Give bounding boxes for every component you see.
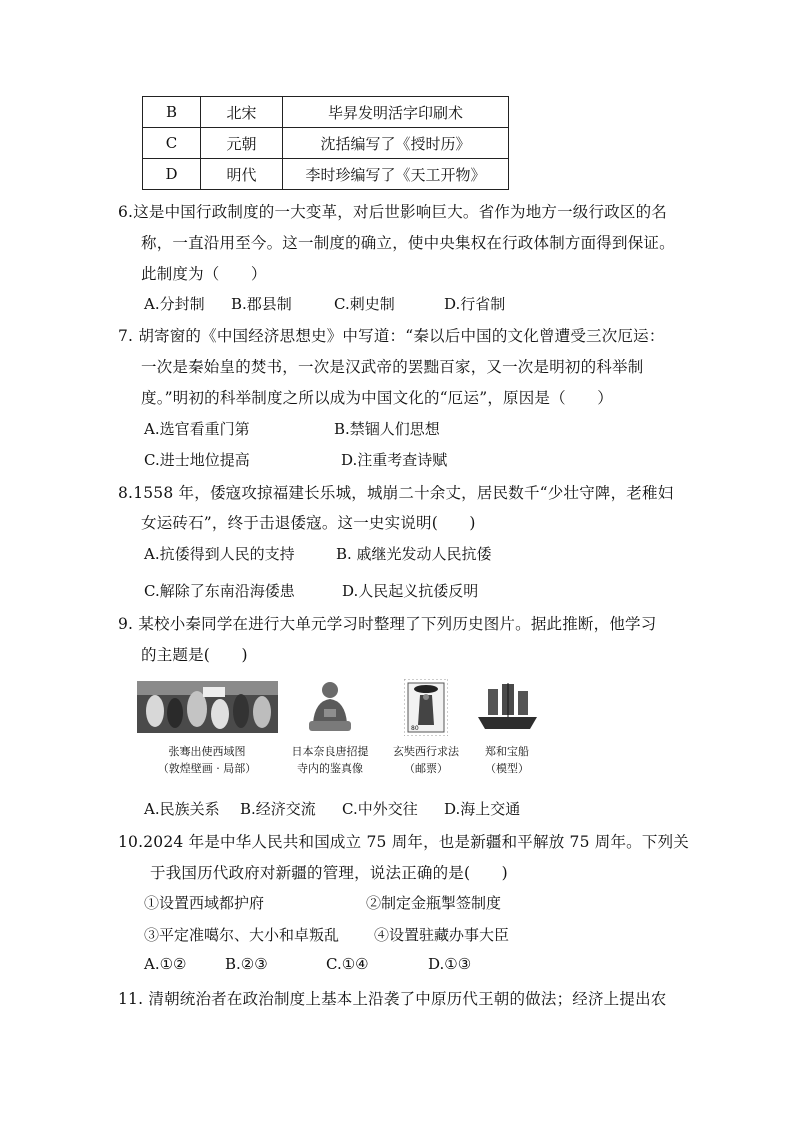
q10-option-a: A.①②: [144, 955, 187, 973]
jianzhen-statue-image: [305, 679, 355, 735]
q8-option-d: D.人民起义抗倭反明: [342, 582, 479, 600]
q10-line: 10.2024 年是中华人民共和国成立 75 周年，也是新疆和平解放 75 周年。下列关: [118, 833, 689, 851]
q9-option-a: A.民族关系: [144, 800, 220, 818]
table-row: [143, 97, 509, 128]
table-cell: B: [143, 97, 201, 128]
table-cell: 李时珍编写了《天工开物》: [283, 159, 509, 190]
zhang-qian-mural-image: [137, 681, 278, 733]
q10-item: ③平定准噶尔、大小和卓叛乱: [144, 926, 340, 944]
caption-line: 郑和宝船: [485, 745, 529, 758]
table-row: [143, 159, 509, 190]
table-cell: 沈括编写了《授时历》: [283, 128, 509, 159]
q11-line: 11. 清朝统治者在政治制度上基本上沿袭了中原历代王朝的做法；经济上提出农: [118, 990, 667, 1008]
q7-option-b: B.禁锢人们思想: [334, 420, 440, 438]
q10-line: 于我国历代政府对新疆的管理，说法正确的是( ): [150, 864, 508, 882]
caption-line: 日本奈良唐招提: [291, 745, 369, 758]
q9-option-d: D.海上交通: [444, 800, 521, 818]
q7-line: 度。”明初的科举制度之所以成为中国文化的“厄运”，原因是（ ）: [141, 389, 613, 407]
caption-line: 玄奘西行求法: [393, 745, 459, 758]
q7-line: 一次是秦始皇的焚书，一次是汉武帝的罢黜百家，又一次是明初的科举制: [141, 358, 644, 376]
q10-item: ④设置驻藏办事大臣: [374, 926, 510, 944]
stamp-value: 80: [411, 725, 419, 732]
q6-option-d: D.行省制: [444, 295, 506, 313]
caption-line: （敦煌壁画 · 局部）: [157, 762, 257, 775]
q8-line: 8.1558 年，倭寇攻掠福建长乐城，城崩二十余丈，居民数千“少壮守陴，老稚妇: [118, 484, 674, 502]
caption-line: （邮票）: [404, 762, 448, 775]
table-cell: D: [143, 159, 201, 190]
q10-option-d: D.①③: [428, 955, 472, 973]
q8-option-b: B. 戚继光发动人民抗倭: [336, 545, 492, 563]
table-cell: C: [143, 128, 201, 159]
image-caption: [285, 743, 375, 777]
q6-line: 称，一直沿用至今。这一制度的确立，使中央集权在行政体制方面得到保证。: [141, 234, 675, 252]
table-cell: 北宋: [201, 97, 283, 128]
caption-line: 寺内的鉴真像: [297, 762, 363, 775]
q9-option-c: C.中外交往: [342, 800, 418, 818]
q8-option-a: A.抗倭得到人民的支持: [144, 545, 295, 563]
image-caption: [385, 743, 467, 777]
q6-option-c: C.刺史制: [334, 295, 395, 313]
caption-line: 张骞出使西域图: [168, 745, 246, 758]
q8-option-c: C.解除了东南沿海倭患: [144, 582, 295, 600]
q7-option-c: C.进士地位提高: [144, 451, 250, 469]
table-cell: 元朝: [201, 128, 283, 159]
table-row: [143, 128, 509, 159]
image-caption: [477, 743, 537, 777]
q6-line: 此制度为（ ）: [141, 265, 267, 283]
xuanzang-stamp-image: [404, 679, 448, 736]
q8-line: 女运砖石”，终于击退倭寇。这一史实说明( ): [141, 514, 476, 532]
zheng-he-ship-image: [474, 681, 541, 735]
q9-option-b: B.经济交流: [240, 800, 316, 818]
q10-item: ②制定金瓶掣签制度: [366, 894, 502, 912]
q7-line: 7. 胡寄窗的《中国经济思想史》中写道：“秦以后中国的文化曾遭受三次厄运：: [118, 327, 665, 345]
table-cell: 毕昇发明活字印刷术: [283, 97, 509, 128]
q10-item: ①设置西域都护府: [144, 894, 265, 912]
q7-option-a: A.选官看重门第: [144, 420, 250, 438]
caption-line: （模型）: [485, 762, 529, 775]
q6-option-a: A.分封制: [144, 295, 205, 313]
q6-line: 6.这是中国行政制度的一大变革，对后世影响巨大。省作为地方一级行政区的名: [118, 203, 667, 221]
answer-table: [142, 96, 509, 190]
q10-option-c: C.①④: [326, 955, 369, 973]
q7-option-d: D.注重考查诗赋: [341, 451, 448, 469]
q9-line: 9. 某校小秦同学在进行大单元学习时整理了下列历史图片。据此推断，他学习: [118, 615, 657, 633]
image-caption: [147, 743, 267, 777]
q9-line: 的主题是( ): [141, 646, 248, 664]
q6-option-b: B.郡县制: [231, 295, 292, 313]
table-cell: 明代: [201, 159, 283, 190]
q10-option-b: B.②③: [225, 955, 268, 973]
